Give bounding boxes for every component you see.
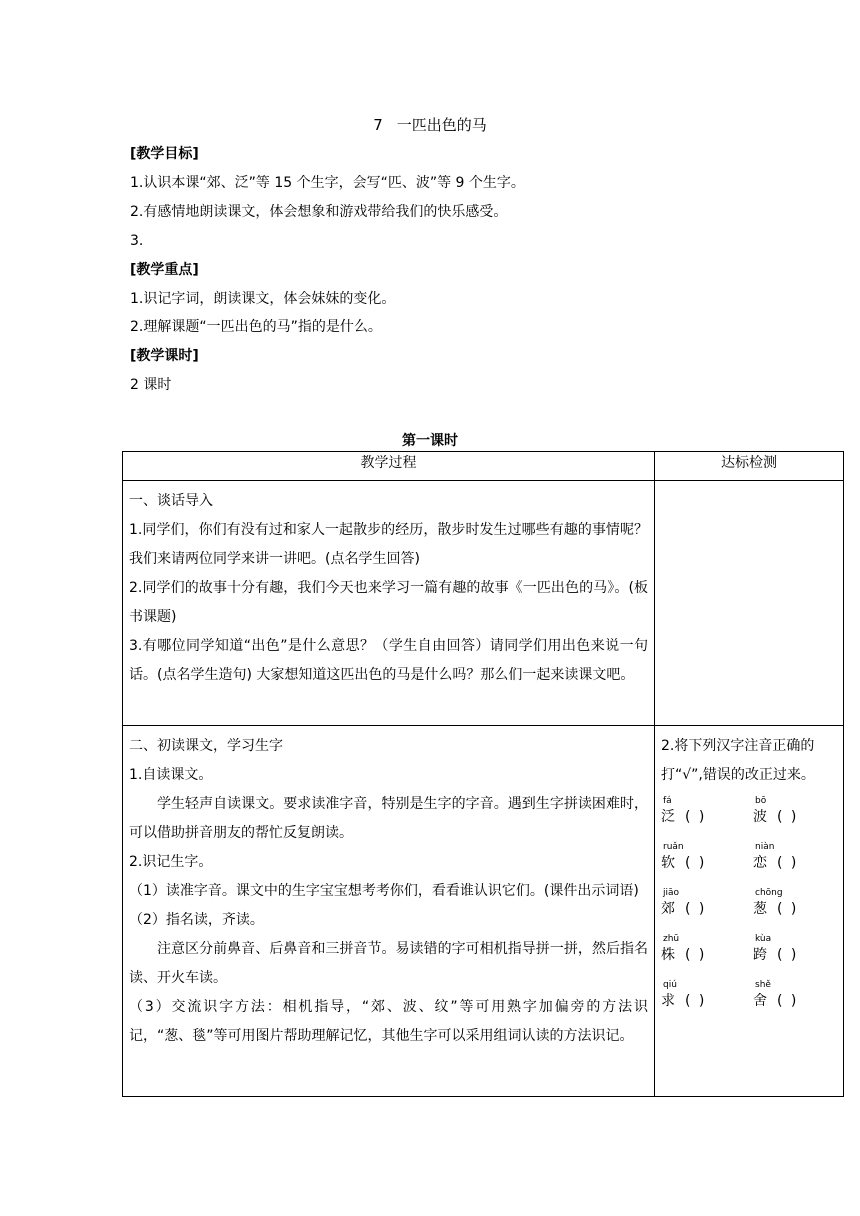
pinyin: ruǎn xyxy=(663,842,684,852)
table-row xyxy=(123,481,844,726)
pinyin: fá xyxy=(663,796,672,806)
answer-blank[interactable]: ( ) xyxy=(777,901,799,917)
answer-blank[interactable]: ( ) xyxy=(685,855,707,871)
pinyin: jiāo xyxy=(663,888,680,898)
intro-step-1: 1.同学们，你们有没有过和家人一起散步的经历，散步时发生过哪些有趣的事情呢？我们来请两位同学来讲一讲吧。(点名学生回答) xyxy=(129,522,648,567)
pinyin: bō xyxy=(755,796,767,806)
process-cell-intro xyxy=(123,481,655,726)
hanzi: 软 xyxy=(661,855,675,871)
check-instruction: 2.将下列汉字注音正确的打“√”,错误的改正过来。 xyxy=(661,738,815,783)
key-point-item-1: 1.识记字词，朗读课文，体会妹妹的变化。 xyxy=(130,291,396,307)
hanzi: 波 xyxy=(753,809,767,825)
objectives-heading: [教学目标] xyxy=(130,146,199,162)
reading-step-2: 2.识记生字。 xyxy=(129,854,213,870)
section-title: 第一课时 xyxy=(402,433,458,449)
answer-blank[interactable]: ( ) xyxy=(685,809,707,825)
lesson-table xyxy=(122,451,844,1097)
pinyin-check-grid xyxy=(661,796,839,1014)
reading-substep-1: （1）读准字音。课文中的生字宝宝想考考你们，看看谁认识它们。(课件出示词语) xyxy=(129,883,639,899)
answer-blank[interactable]: ( ) xyxy=(685,993,707,1009)
answer-blank[interactable]: ( ) xyxy=(777,855,799,871)
lesson-number: 7 xyxy=(373,116,383,134)
hanzi: 泛 xyxy=(661,809,675,825)
reading-substep-2: （2）指名读，齐读。 xyxy=(129,912,264,928)
answer-blank[interactable]: ( ) xyxy=(777,947,799,963)
reading-step-1-detail: 学生轻声自读课文。要求读准字音，特别是生字的字音。遇到生字拼读困难时，可以借助拼音朋友的帮忙反复朗读。 xyxy=(129,796,648,841)
pinyin-item xyxy=(753,842,845,876)
intro-step-3: 3.有哪位同学知道“出色”是什么意思？（学生自由回答）请同学们用出色来说一句话。(点名学生造句) 大家想知道这匹出色的马是什么吗？那么们一起来读课文吧。 xyxy=(129,638,648,683)
reading-substep-2-detail: 注意区分前鼻音、后鼻音和三拼音节。易读错的字可相机指导拼一拼，然后指名读、开火车读。 xyxy=(129,941,648,986)
periods-heading: [教学课时] xyxy=(130,348,199,364)
pinyin: niàn xyxy=(755,842,775,852)
reading-step-1: 1.自读课文。 xyxy=(129,767,213,783)
pinyin-item xyxy=(661,888,753,922)
hanzi: 跨 xyxy=(753,947,767,963)
hanzi: 求 xyxy=(661,993,675,1009)
hanzi: 株 xyxy=(661,947,675,963)
pinyin-item xyxy=(661,934,753,968)
pinyin: qiú xyxy=(663,980,677,990)
column-header-check: 达标检测 xyxy=(655,452,844,481)
table-header-row xyxy=(123,452,844,481)
pinyin: kùa xyxy=(755,934,772,944)
check-cell-intro xyxy=(655,481,844,726)
pinyin-item xyxy=(753,796,845,830)
reading-substep-3: （3）交流识字方法：相机指导，“郊、波、纹”等可用熟字加偏旁的方法识记，“葱、毯”等可用图片帮助理解记忆，其他生字可以采用组词认读的方法识记。 xyxy=(129,999,648,1044)
objective-item-2: 2.有感情地朗读课文，体会想象和游戏带给我们的快乐感受。 xyxy=(130,204,508,220)
key-point-item-2: 2.理解课题“一匹出色的马”指的是什么。 xyxy=(130,319,382,335)
pinyin-item xyxy=(753,888,845,922)
table-row xyxy=(123,726,844,1097)
pinyin-item xyxy=(753,980,845,1014)
intro-step-2: 2.同学们的故事十分有趣，我们今天也来学习一篇有趣的故事《一匹出色的马》。(板书课题) xyxy=(129,580,648,625)
pinyin-item xyxy=(661,842,753,876)
periods-value: 2 课时 xyxy=(130,377,172,393)
answer-blank[interactable]: ( ) xyxy=(685,901,707,917)
lesson-title xyxy=(0,114,860,135)
process-cell-reading xyxy=(123,726,655,1097)
key-points-heading: [教学重点] xyxy=(130,262,199,278)
pinyin: chōng xyxy=(755,888,783,898)
hanzi: 郊 xyxy=(661,901,675,917)
pinyin-item xyxy=(661,796,753,830)
lesson-title-text: 一匹出色的马 xyxy=(396,116,487,134)
pinyin: shě xyxy=(755,980,771,990)
hanzi: 舍 xyxy=(753,993,767,1009)
objective-item-3: 3. xyxy=(130,233,144,249)
pinyin-item xyxy=(661,980,753,1014)
check-cell-reading xyxy=(655,726,844,1097)
hanzi: 恋 xyxy=(753,855,767,871)
pinyin-item xyxy=(753,934,845,968)
answer-blank[interactable]: ( ) xyxy=(777,993,799,1009)
reading-heading: 二、初读课文，学习生字 xyxy=(129,738,283,754)
objective-item-1: 1.认识本课“郊、泛”等 15 个生字，会写“匹、波”等 9 个生字。 xyxy=(130,175,525,191)
column-header-process: 教学过程 xyxy=(123,452,655,481)
pinyin: zhū xyxy=(663,934,680,944)
intro-heading: 一、谈话导入 xyxy=(129,493,213,509)
hanzi: 葱 xyxy=(753,901,767,917)
answer-blank[interactable]: ( ) xyxy=(685,947,707,963)
answer-blank[interactable]: ( ) xyxy=(777,809,799,825)
